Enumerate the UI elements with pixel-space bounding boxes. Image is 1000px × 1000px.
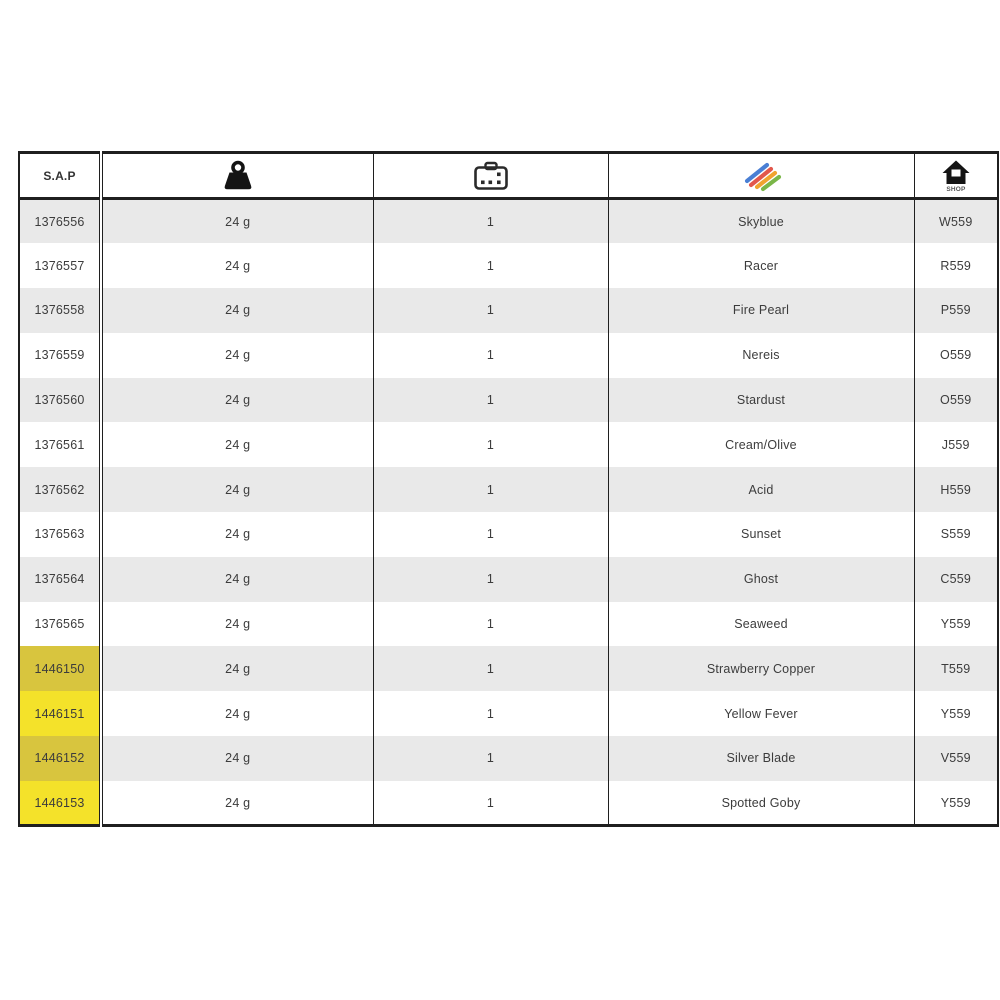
color-name-cell: Sunset: [608, 512, 914, 557]
weight-cell: 24 g: [101, 512, 373, 557]
table-row: [19, 288, 998, 333]
qty-cell: 1: [373, 602, 608, 647]
table-row: [19, 557, 998, 602]
column-header-shop: [914, 153, 998, 199]
weight-cell: 24 g: [101, 288, 373, 333]
shop-code-cell: Y559: [914, 781, 998, 826]
weight-cell: 24 g: [101, 243, 373, 288]
sap-header-label: S.A.P: [43, 168, 76, 183]
sap-cell: 1376558: [19, 288, 101, 333]
color-name-cell: Stardust: [608, 378, 914, 423]
table-row: [19, 646, 998, 691]
color-stripes-icon: [738, 160, 784, 192]
shop-code-cell: J559: [914, 422, 998, 467]
column-header-weight: [101, 153, 373, 199]
qty-cell: 1: [373, 736, 608, 781]
table-row: [19, 781, 998, 826]
shop-code-cell: H559: [914, 467, 998, 512]
table-row: [19, 736, 998, 781]
color-name-cell: Ghost: [608, 557, 914, 602]
sap-cell: 1376557: [19, 243, 101, 288]
table-row: [19, 199, 998, 244]
sap-cell: 1376559: [19, 333, 101, 378]
shop-code-cell: O559: [914, 333, 998, 378]
table-body: [19, 199, 998, 826]
sap-cell: 1376565: [19, 602, 101, 647]
shop-code-cell: T559: [914, 646, 998, 691]
table-header: [19, 153, 998, 199]
shop-code-cell: R559: [914, 243, 998, 288]
color-name-cell: Acid: [608, 467, 914, 512]
weight-cell: 24 g: [101, 646, 373, 691]
sap-cell: 1446151: [19, 691, 101, 736]
color-name-cell: Spotted Goby: [608, 781, 914, 826]
weight-cell: 24 g: [101, 467, 373, 512]
qty-cell: 1: [373, 781, 608, 826]
color-name-cell: Cream/Olive: [608, 422, 914, 467]
color-name-cell: Silver Blade: [608, 736, 914, 781]
column-header-color: [608, 153, 914, 199]
qty-cell: 1: [373, 243, 608, 288]
column-header-sap: [19, 153, 101, 199]
weight-cell: 24 g: [101, 333, 373, 378]
color-name-cell: Fire Pearl: [608, 288, 914, 333]
qty-cell: 1: [373, 422, 608, 467]
table-row: [19, 602, 998, 647]
shop-house-icon: [941, 158, 971, 194]
table-row: [19, 333, 998, 378]
weight-cell: 24 g: [101, 691, 373, 736]
shop-code-cell: C559: [914, 557, 998, 602]
weight-cell: 24 g: [101, 736, 373, 781]
shop-code-cell: P559: [914, 288, 998, 333]
color-name-cell: Nereis: [608, 333, 914, 378]
sap-cell: 1376563: [19, 512, 101, 557]
qty-cell: 1: [373, 646, 608, 691]
weight-cell: 24 g: [101, 602, 373, 647]
qty-cell: 1: [373, 333, 608, 378]
packaging-box-icon: [473, 161, 509, 191]
color-name-cell: Seaweed: [608, 602, 914, 647]
weight-cell: 24 g: [101, 199, 373, 244]
table-row: [19, 422, 998, 467]
table-row: [19, 467, 998, 512]
sap-cell: 1446152: [19, 736, 101, 781]
qty-cell: 1: [373, 378, 608, 423]
shop-caption: SHOP: [946, 185, 966, 193]
table-row: [19, 512, 998, 557]
qty-cell: 1: [373, 557, 608, 602]
sap-cell: 1446150: [19, 646, 101, 691]
shop-code-cell: Y559: [914, 602, 998, 647]
color-name-cell: Skyblue: [608, 199, 914, 244]
qty-cell: 1: [373, 691, 608, 736]
shop-code-cell: O559: [914, 378, 998, 423]
weight-cell: 24 g: [101, 557, 373, 602]
sap-cell: 1376564: [19, 557, 101, 602]
product-table-wrapper: [18, 151, 997, 827]
product-table: [18, 151, 999, 827]
color-name-cell: Strawberry Copper: [608, 646, 914, 691]
weight-cell: 24 g: [101, 781, 373, 826]
qty-cell: 1: [373, 467, 608, 512]
sap-cell: 1376562: [19, 467, 101, 512]
color-name-cell: Yellow Fever: [608, 691, 914, 736]
sap-cell: 1376556: [19, 199, 101, 244]
weight-cell: 24 g: [101, 422, 373, 467]
table-row: [19, 243, 998, 288]
table-row: [19, 691, 998, 736]
table-row: [19, 378, 998, 423]
shop-code-cell: Y559: [914, 691, 998, 736]
qty-cell: 1: [373, 199, 608, 244]
weight-icon: [219, 159, 257, 193]
shop-code-cell: W559: [914, 199, 998, 244]
qty-cell: 1: [373, 288, 608, 333]
sap-cell: 1446153: [19, 781, 101, 826]
weight-cell: 24 g: [101, 378, 373, 423]
shop-code-cell: S559: [914, 512, 998, 557]
sap-cell: 1376561: [19, 422, 101, 467]
qty-cell: 1: [373, 512, 608, 557]
shop-code-cell: V559: [914, 736, 998, 781]
column-header-packaging: [373, 153, 608, 199]
color-name-cell: Racer: [608, 243, 914, 288]
header-row: [19, 153, 998, 199]
sap-cell: 1376560: [19, 378, 101, 423]
